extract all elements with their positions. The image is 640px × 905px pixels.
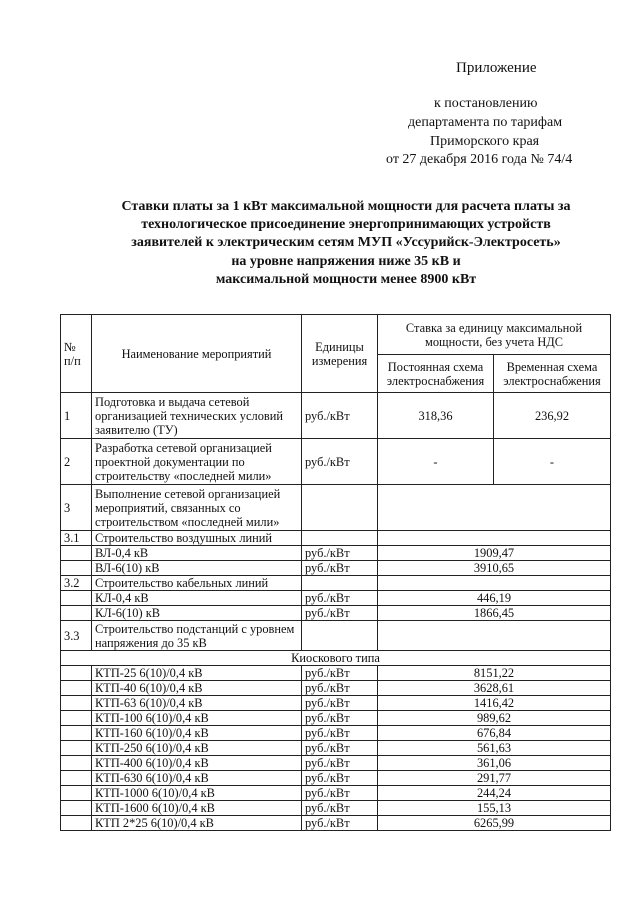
table-row xyxy=(61,771,611,786)
table-row xyxy=(61,621,611,651)
row-value: 8151,22 xyxy=(378,666,611,681)
row-unit: руб./кВт xyxy=(302,726,378,741)
table-row xyxy=(61,756,611,771)
row-name: Выполнение сетевой организацией мероприятий, связанных со строительством «последней мили» xyxy=(92,485,302,531)
row-name: КТП-400 6(10)/0,4 кВ xyxy=(92,756,302,771)
appendix-line-3: Приморского края xyxy=(430,134,540,149)
row-unit: руб./кВт xyxy=(302,591,378,606)
row-name: ВЛ-0,4 кВ xyxy=(92,546,302,561)
table-row xyxy=(61,561,611,576)
row-value: 1866,45 xyxy=(378,606,611,621)
row-num: 3.1 xyxy=(61,531,92,546)
ktp-rows xyxy=(61,666,611,831)
table-row xyxy=(61,651,611,666)
header-permanent: Постоянная схема электроснабжения xyxy=(378,355,494,393)
row-name: КТП-100 6(10)/0,4 кВ xyxy=(92,711,302,726)
row-value: 676,84 xyxy=(378,726,611,741)
row-unit: руб./кВт xyxy=(302,816,378,831)
table-row xyxy=(61,393,611,439)
table-row xyxy=(61,681,611,696)
table-row xyxy=(61,711,611,726)
row-temporary-value: 236,92 xyxy=(494,393,611,439)
rates-table xyxy=(60,314,611,831)
row-unit: руб./кВт xyxy=(302,666,378,681)
table-row xyxy=(61,666,611,681)
row-name: Подготовка и выдача сетевой организацией технических условий заявителю (ТУ) xyxy=(92,393,302,439)
header-temporary: Временная схема электроснабжения xyxy=(494,355,611,393)
row-name: Строительство воздушных линий xyxy=(92,531,302,546)
row-name: Разработка сетевой организацией проектной документации по строительству «последней мили» xyxy=(92,439,302,485)
row-permanent-value: 318,36 xyxy=(378,393,494,439)
row-unit: руб./кВт xyxy=(302,741,378,756)
table-row xyxy=(61,576,611,591)
appendix-line-4: от 27 декабря 2016 года № 74/4 xyxy=(386,152,573,167)
table-row xyxy=(61,726,611,741)
row-name: КТП-40 6(10)/0,4 кВ xyxy=(92,681,302,696)
row-unit: руб./кВт xyxy=(302,606,378,621)
row-unit: руб./кВт xyxy=(302,439,378,485)
row-value: 561,63 xyxy=(378,741,611,756)
heading-line-4: на уровне напряжения ниже 35 кВ и xyxy=(231,253,461,269)
row-num: 1 xyxy=(61,393,92,439)
table-row xyxy=(61,439,611,485)
row-name: КТП-1000 6(10)/0,4 кВ xyxy=(92,786,302,801)
header-rate: Ставка за единицу максимальной мощности, без учета НДС xyxy=(378,315,611,355)
row-value: 989,62 xyxy=(378,711,611,726)
row-name: КТП-630 6(10)/0,4 кВ xyxy=(92,771,302,786)
row-unit: руб./кВт xyxy=(302,756,378,771)
row-name: КЛ-0,4 кВ xyxy=(92,591,302,606)
header-num: № п/п xyxy=(61,315,92,393)
row-name: КТП 2*25 6(10)/0,4 кВ xyxy=(92,816,302,831)
row-unit: руб./кВт xyxy=(302,546,378,561)
table-row xyxy=(61,741,611,756)
row-name: КТП-1600 6(10)/0,4 кВ xyxy=(92,801,302,816)
row-name: КТП-250 6(10)/0,4 кВ xyxy=(92,741,302,756)
header-name: Наименование мероприятий xyxy=(92,315,302,393)
table-row xyxy=(61,786,611,801)
row-permanent-value: - xyxy=(378,439,494,485)
heading-line-1: Ставки платы за 1 кВт максимальной мощности для расчета платы за xyxy=(121,199,571,214)
row-value: 291,77 xyxy=(378,771,611,786)
row-num: 3.3 xyxy=(61,621,92,651)
table-row xyxy=(61,816,611,831)
appendix-line-1: к постановлению xyxy=(434,96,538,111)
row-unit: руб./кВт xyxy=(302,393,378,439)
row-unit: руб./кВт xyxy=(302,696,378,711)
row-num: 2 xyxy=(61,439,92,485)
table-row xyxy=(61,546,611,561)
row-num: 3 xyxy=(61,485,92,531)
row-name: Строительство кабельных линий xyxy=(92,576,302,591)
row-value: 155,13 xyxy=(378,801,611,816)
table-row xyxy=(61,591,611,606)
table-row xyxy=(61,531,611,546)
row-num: 3.2 xyxy=(61,576,92,591)
header-unit: Единицы измерения xyxy=(302,315,378,393)
row-value: 3910,65 xyxy=(378,561,611,576)
row-value: 1416,42 xyxy=(378,696,611,711)
row-unit: руб./кВт xyxy=(302,711,378,726)
table-row xyxy=(61,801,611,816)
appendix-title: Приложение xyxy=(456,60,537,76)
table-row xyxy=(61,485,611,531)
row-unit: руб./кВт xyxy=(302,786,378,801)
row-unit: руб./кВт xyxy=(302,771,378,786)
row-name: ВЛ-6(10) кВ xyxy=(92,561,302,576)
row-unit: руб./кВт xyxy=(302,801,378,816)
row-value: 361,06 xyxy=(378,756,611,771)
row-name: Строительство подстанций с уровнем напряжения до 35 кВ xyxy=(92,621,302,651)
row-value: 3628,61 xyxy=(378,681,611,696)
row-name: КТП-63 6(10)/0,4 кВ xyxy=(92,696,302,711)
table-row xyxy=(61,696,611,711)
row-unit: руб./кВт xyxy=(302,681,378,696)
row-value: 446,19 xyxy=(378,591,611,606)
row-value: 6265,99 xyxy=(378,816,611,831)
heading-line-5: максимальной мощности менее 8900 кВт xyxy=(215,271,477,287)
heading-line-2: технологическое присоединение энергопринимающих устройств xyxy=(141,217,551,233)
row-name: КТП-25 6(10)/0,4 кВ xyxy=(92,666,302,681)
document-heading xyxy=(60,198,632,289)
row-value: 1909,47 xyxy=(378,546,611,561)
heading-line-3: заявителей к электрическим сетям МУП «Уссурийск-Электросеть» xyxy=(131,235,561,251)
row-value: 244,24 xyxy=(378,786,611,801)
table-row xyxy=(61,606,611,621)
row-unit: руб./кВт xyxy=(302,561,378,576)
appendix-line-2: департамента по тарифам xyxy=(408,115,563,130)
kiosk-type-label: Киоскового типа xyxy=(61,651,611,666)
row-name: КЛ-6(10) кВ xyxy=(92,606,302,621)
row-temporary-value: - xyxy=(494,439,611,485)
row-name: КТП-160 6(10)/0,4 кВ xyxy=(92,726,302,741)
